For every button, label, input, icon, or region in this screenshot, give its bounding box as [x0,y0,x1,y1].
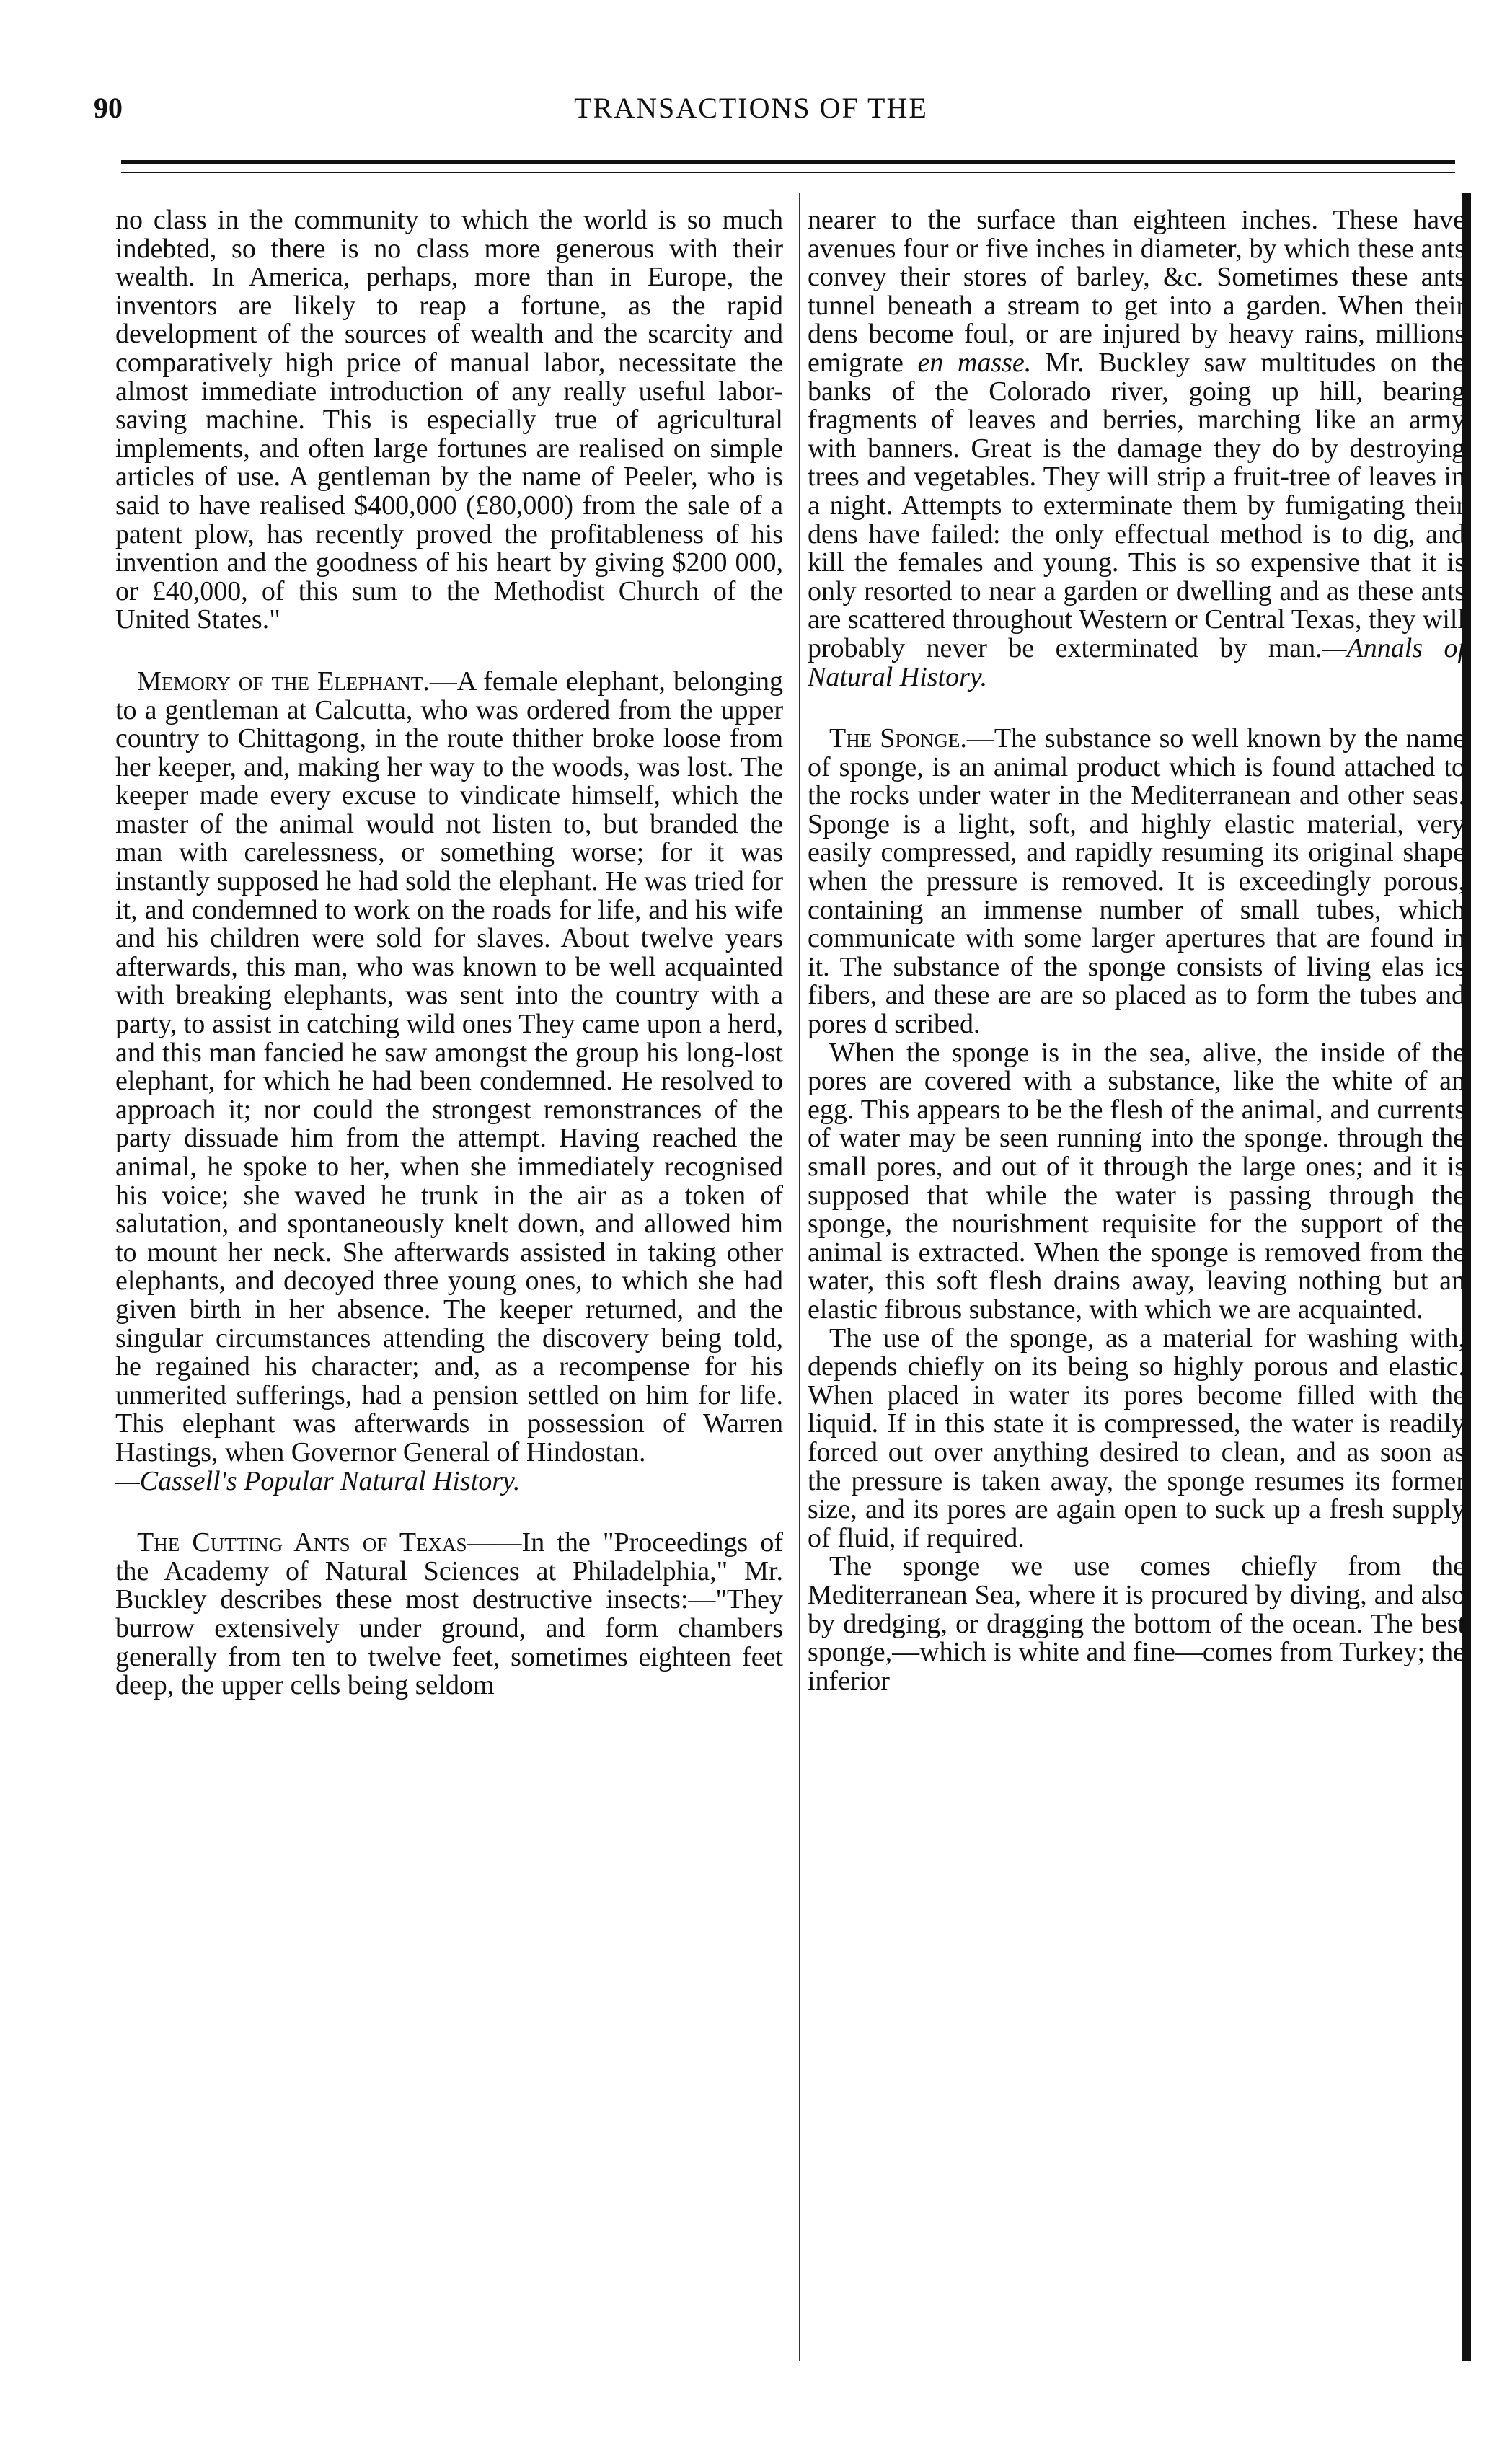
header-rule-thick [121,160,1455,164]
header-rule-thin [121,172,1455,173]
sponge-heading: The Sponge. [829,723,967,754]
left-column [115,206,783,2362]
ants-continued [808,206,1465,692]
elephant-source: —Cassell's Popular Natural History. [115,1465,521,1496]
sponge-paragraph-3: The use of the sponge, as a material for washing with, depends chiefly on its being so highly porous and elastic. When placed in water its pores become filled with the liquid. If in this state it is compressed, the water is readily forced out over anything desired to clean, and as soon as the pressure is taken away, the sponge resumes its former size, and its pores are again open to suck up a fresh supply of fluid, if required. [808,1322,1465,1553]
elephant-body: —A female elephant, belonging to a gentleman at Calcutta, who was ordered from the upper country to Chittagong, in the route thither broke loose from her keeper, and, making her way to the woods, was lost. The keeper made every excuse to vindicate himself, which the master of the animal would not listen to, but branded the man with carelessness, or something worse; for it was instantly supposed he had sold the elephant. He was tried for it, and condemned to work on the roads for life, and his wife and his children were sold for slaves. About twelve years afterwards, this man, who was known to be well acquainted with breaking elephants, was sent into the country with a party, to assist in catching wild ones They came upon a herd, and this man fancied he saw amongst the group his long-lost elephant, for which he had been condemned. He resolved to approach it; nor could the strongest remonstrances of the party dissuade him from the attempt. Having reached the animal, he spoke to her, when she immediately recognised his voice; she waved he trunk in the air as a token of salutation, and spontaneously knelt down, and allowed him to mount her neck. She afterwards assisted in taking other elephants, and decoyed three young ones, to which she had given birth in her absence. The keeper returned, and the singular circumstances attending the discovery being told, he regained his character; and, as a recompense for his unmerited sufferings, had a pension settled on him for life. This elephant was afterwards in possession of Warren Hastings, when Governor General of Hindostan. [115,666,783,1467]
sponge-article [808,725,1465,1039]
page-header [0,91,1502,134]
ants-source: —Annals of Natural History. [808,632,1465,692]
sponge-paragraph-4: The sponge we use comes chiefly from the Mediterranean Sea, where it is procured by diving, and also by dredging, or dragging the bottom of the ocean. The best sponge,—which is white and fine—comes from Turkey; the inferior [808,1551,1465,1696]
intro-paragraph: no class in the community to which the world is so much indebted, so there is no class more generous with their wealth. In America, perhaps, more than in Europe, the inventors are likely to reap a fortune, as the rapid development of the sources of wealth and the scarcity and comparatively high price of manual labor, necessitate the almost immediate introduction of any really useful labor-saving machine. This is especially true of agricultural implements, and often large fortunes are realised on simple articles of use. A gentleman by the name of Peeler, who is said to have realised $400,000 (£80,000) from the sale of a patent plow, has recently proved the profitableness of his invention and the goodness of his heart by giving $200 000, or £40,000, of this sum to the Methodist Church of the United States." [115,206,783,635]
running-title: TRANSACTIONS OF THE [574,92,928,124]
ants-body: ——In the "Proceedings of the Academy of Natural Sciences at Philadelphia," Mr. Buckley describes these most destructive insects:—"They burrow extensively under ground, and form chambers generally from ten to twelve feet, sometimes eighteen feet deep, the upper cells being seldom [115,1527,783,1701]
sponge-paragraph-1: —The substance so well known by the name of sponge, is an animal product which is found attached to the rocks under water in the Mediterranean and other seas. Sponge is a light, soft, and highly elastic material, very easily compressed, and rapidly resuming its original shape when the pressure is removed. It is exceedingly porous, containing an immense number of small tubes, which communicate with some larger apertures that are found in it. The substance of the sponge consists of living elas ics fibers, and these are are so placed as to form the tubes and pores d scribed. [808,723,1465,1040]
ants-heading: The Cutting Ants of Texas [137,1527,467,1558]
ants-continued-text: nearer to the surface than eighteen inches. These have avenues four or five inches in diameter, by which these ants convey their stores of barley, &c. Sometimes these ants tunnel beneath a stream to get into a garden. When their dens become foul, or are injured by heavy rains, millions emigrate [808,206,1465,378]
ants-en-masse: en masse. [917,347,1032,378]
elephant-heading: Memory of the Elephant. [137,666,430,697]
ants-article [115,1529,783,1700]
ants-continued-text-2: Mr. Buckley saw multitudes on the banks of the Colorado river, going up hill, bearing fragments of leaves and berries, marching like an army with banners. Great is the damage they do by destroying trees and vegetables. They will strip a fruit-tree of leaves in a night. Attempts to exterminate them by fumigating their dens have failed: the only effectual method is to dig, and kill the females and young. This is so expensive that it is only resorted to near a garden or dwelling and as these ants are scattered throughout Western or Central Texas, they will probably never be exterminated by man. [808,347,1465,663]
column-divider [799,193,800,2361]
sponge-paragraph-2: When the sponge is in the sea, alive, the inside of the pores are covered with a substance, like the white of an egg. This appears to be the flesh of the animal, and currents of water may be seen running into the sponge. through the small pores, and out of it through the large ones; and it is supposed that while the water is passing through the sponge, the nourishment requisite for the support of the animal is extracted. When the sponge is removed from the water, this soft flesh drains away, leaving nothing but an elastic fibrous substance, with which we are acquainted. [808,1037,1465,1325]
page-number: 90 [94,92,123,124]
right-column [808,206,1465,2362]
elephant-article [115,668,783,1496]
